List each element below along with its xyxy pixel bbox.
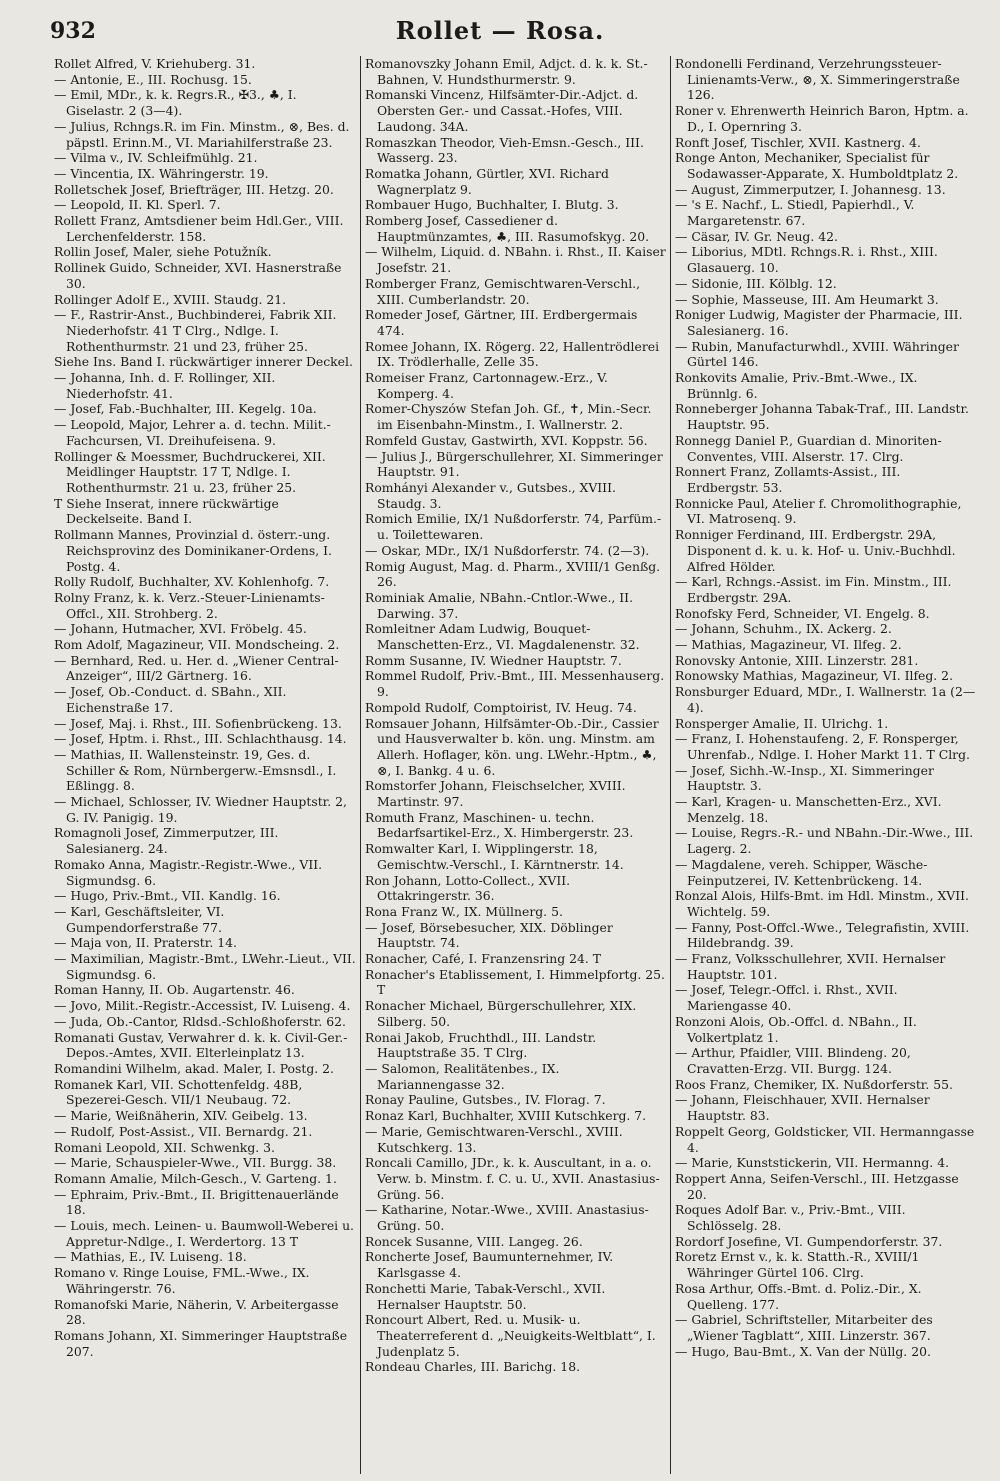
directory-entry: — Michael, Schlosser, IV. Wiedner Hauptstr. 2, G. IV. Panigig. 19. xyxy=(54,794,347,825)
directory-entry: — Johann, Hutmacher, XVI. Fröbelg. 45. xyxy=(54,621,307,637)
directory-entry: Romwalter Karl, I. Wipplingerstr. 18, Gemischtw.-Verschl., I. Kärntnerstr. 14. xyxy=(365,841,624,872)
directory-entry: Romanek Karl, VII. Schottenfeldg. 48B, Spezerei-Gesch. VII/1 Neubaug. 72. xyxy=(54,1076,303,1108)
directory-entry: Romm Susanne, IV. Wiedner Hauptstr. 7. xyxy=(365,652,622,668)
directory-entry: — Josef, Fab.-Buchhalter, III. Kegelg. 10a. xyxy=(54,401,317,417)
directory-entry: — Franz, Volksschullehrer, XVII. Hernalser Hauptstr. 101. xyxy=(675,951,946,982)
directory-entry: — Maximilian, Magistr.-Bmt., LWehr.-Lieut., VII. Sigmundsg. 6. xyxy=(54,951,356,982)
directory-entry: Ronft Josef, Tischler, XVII. Kastnerg. 4. xyxy=(675,134,921,150)
directory-entry: — Marie, Gemischtwaren-Verschl., XVIII. Kutschkerg. 13. xyxy=(365,1123,623,1155)
directory-entry: Rominiak Amalie, NBahn.-Cntlor.-Wwe., II. Darwing. 37. xyxy=(365,589,634,621)
column-3 xyxy=(670,56,980,1474)
directory-entry: — Vincentia, IX. Währingerstr. 19. xyxy=(54,165,269,181)
directory-entry: — 's E. Nachf., L. Stiedl, Papierhdl., V. Margaretenstr. 67. xyxy=(675,197,915,229)
directory-entry: Romagnoli Josef, Zimmerputzer, III. Salesianerg. 24. xyxy=(54,825,279,857)
column-2 xyxy=(360,56,670,1474)
directory-entry: Roner v. Ehrenwerth Heinrich Baron, Hptm. a. D., I. Opernring 3. xyxy=(675,103,969,134)
directory-entry: — Emil, MDr., k. k. Regrs.R., ✠3., ♣, I. Giselastr. 2 (3—4). xyxy=(54,87,297,119)
directory-entry: Romstorfer Johann, Fleischselcher, XVIII. Martinstr. 97. xyxy=(365,778,626,810)
directory-entry: Ronzoni Alois, Ob.-Offcl. d. NBahn., II. Volkertplatz 1. xyxy=(675,1013,917,1045)
directory-entry: — Josef, Telegr.-Offcl. i. Rhst., XVII. Mariengasse 40. xyxy=(675,982,898,1014)
directory-entry: Romako Anna, Magistr.-Registr.-Wwe., VII. Sigmundsg. 6. xyxy=(54,856,323,888)
directory-entry: Romanovszky Johann Emil, Adjct. d. k. k. St.-Bahnen, V. Hundsthurmerstr. 9. xyxy=(365,56,648,87)
directory-entry: Romfeld Gustav, Gastwirth, XVI. Koppstr. 56. xyxy=(365,432,648,448)
directory-entry: Romer-Chyszów Stefan Joh. Gf., ✝, Min.-Secr. im Eisenbahn-Minstm., I. Wallnerstr. 2. xyxy=(365,401,652,433)
directory-entry: Ronzal Alois, Hilfs-Bmt. im Hdl. Minstm., XVII. Wichtelg. 59. xyxy=(675,888,969,919)
directory-entry: Rollett Franz, Amtsdiener beim Hdl.Ger., VIII. Lerchenfelderstr. 158. xyxy=(54,213,344,244)
directory-entry: Roppert Anna, Seifen-Verschl., III. Hetzgasse 20. xyxy=(675,1170,959,1202)
directory-entry: Romanati Gustav, Verwahrer d. k. k. Civil-Ger.-Depos.-Amtes, XVII. Elterleinplatz 13. xyxy=(54,1029,348,1061)
directory-entry: Roncali Camillo, JDr., k. k. Auscultant, in a. o. Verw. b. Minstm. f. C. u. U., XVII. Anastasius-Grüng. 56. xyxy=(365,1155,660,1202)
directory-entry: — Marie, Weißnäherin, XIV. Geibelg. 13. xyxy=(54,1108,308,1124)
directory-entry: Roques Adolf Bar. v., Priv.-Bmt., VIII. Schlösselg. 28. xyxy=(675,1202,906,1234)
directory-entry: — Josef, Ob.-Conduct. d. SBahn., XII. Eichenstraße 17. xyxy=(54,684,287,715)
directory-entry: Romig August, Mag. d. Pharm., XVIII/1 Genßg. 26. xyxy=(365,558,661,590)
directory-entry: T Siehe Inserat, innere rückwärtige Deckelseite. Band I. xyxy=(54,495,279,527)
directory-entry: Romeder Josef, Gärtner, III. Erdbergermais 474. xyxy=(365,307,638,338)
directory-entry: Romleitner Adam Ludwig, Bouquet-Manschetten-Erz., VI. Magdalenenstr. 32. xyxy=(365,621,640,653)
directory-entry: — Franz, I. Hohenstaufeng. 2, F. Ronsperger, Uhrenfab., Ndlge. I. Hoher Markt 11. T Clrg. xyxy=(675,731,970,762)
page-number: 932 xyxy=(50,18,96,44)
directory-entry: Rosa Arthur, Offs.-Bmt. d. Poliz.-Dir., X. Quelleng. 177. xyxy=(675,1280,922,1312)
directory-entry: Ronay Pauline, Gutsbes., IV. Florag. 7. xyxy=(365,1092,606,1108)
directory-entry: Romuth Franz, Maschinen- u. techn. Bedarfsartikel-Erz., X. Himbergerstr. 23. xyxy=(365,809,634,841)
directory-entry: — Karl, Kragen- u. Manschetten-Erz., XVI. Menzelg. 18. xyxy=(675,794,942,825)
directory-entry: — Josef, Sichh.-W.-Insp., XI. Simmeringer Hauptstr. 3. xyxy=(675,762,934,794)
directory-entry: — Sidonie, III. Kölblg. 12. xyxy=(675,275,837,291)
directory-entry: Romberg Josef, Cassediener d. Hauptmünzamtes, ♣, III. Rasumofskyg. 20. xyxy=(365,213,650,244)
directory-entry: — Oskar, MDr., IX/1 Nußdorferstr. 74. (2—3). xyxy=(365,542,650,558)
directory-entry: — Johann, Fleischhauer, XVII. Hernalser Hauptstr. 83. xyxy=(675,1092,930,1124)
directory-entry: — Leopold, II. Kl. Sperl. 7. xyxy=(54,197,221,213)
directory-columns xyxy=(50,56,980,1474)
directory-entry: — Magdalene, vereh. Schipper, Wäsche-Feinputzerei, IV. Kettenbrückeng. 14. xyxy=(675,856,928,888)
directory-entry: — Salomon, Realitätenbes., IX. Mariannengasse 32. xyxy=(365,1061,560,1092)
directory-entry: Rolny Franz, k. k. Verz.-Steuer-Linienamts-Offcl., XII. Strohberg. 2. xyxy=(54,589,325,621)
directory-entry: Rollmann Mannes, Provinzial d. österr.-ung. Reichsprovinz des Dominikaner-Ordens, I. Postg. 4. xyxy=(54,527,332,574)
directory-entry: Romann Amalie, Milch-Gesch., V. Garteng. 1. xyxy=(54,1170,337,1186)
directory-entry: Ronnegg Daniel P., Guardian d. Minoriten-Conventes, VIII. Alserstr. 17. Clrg. xyxy=(675,432,942,464)
directory-entry: Romanski Vincenz, Hilfsämter-Dir.-Adjct. d. Obersten Ger.- und Cassat.-Hofes, VIII. Laudong. 34A. xyxy=(365,87,639,134)
directory-entry: — Marie, Schauspieler-Wwe., VII. Burgg. 38. xyxy=(54,1155,337,1171)
directory-entry: Ronowsky Mathias, Magazineur, VI. Ilfeg. 2. xyxy=(675,668,954,684)
directory-entry: Rondonelli Ferdinand, Verzehrungssteuer-Linienamts-Verw., ⊗, X. Simmeringerstraße 126. xyxy=(675,56,960,103)
directory-entry: Ronsburger Eduard, MDr., I. Wallnerstr. 1a (2—4). xyxy=(675,684,976,715)
directory-entry: — Julius J., Bürgerschullehrer, XI. Simmeringer Hauptstr. 91. xyxy=(365,448,663,480)
directory-entry: Siehe Ins. Band I. rückwärtiger innerer Deckel. xyxy=(54,354,353,370)
directory-entry: — Cäsar, IV. Gr. Neug. 42. xyxy=(675,228,838,244)
directory-entry: Romberger Franz, Gemischtwaren-Verschl., XIII. Cumberlandstr. 20. xyxy=(365,275,641,307)
directory-entry: Romanofski Marie, Näherin, V. Arbeitergasse 28. xyxy=(54,1296,339,1328)
directory-entry: Ronovsky Antonie, XIII. Linzerstr. 281. xyxy=(675,652,919,668)
directory-entry: — Gabriel, Schriftsteller, Mitarbeiter des „Wiener Tagblatt“, XIII. Linzerstr. 367. xyxy=(675,1312,933,1343)
directory-entry: — Antonie, E., III. Rochusg. 15. xyxy=(54,71,252,87)
directory-entry: Romatka Johann, Gürtler, XVI. Richard Wagnerplatz 9. xyxy=(365,165,609,197)
directory-entry: Rollinger Adolf E., XVIII. Staudg. 21. xyxy=(54,291,287,307)
directory-entry: Ronsperger Amalie, II. Ulrichg. 1. xyxy=(675,715,889,731)
directory-entry: Ronchetti Marie, Tabak-Verschl., XVII. Hernalser Hauptstr. 50. xyxy=(365,1280,606,1312)
directory-entry: — Johanna, Inh. d. F. Rollinger, XII. Niederhofstr. 41. xyxy=(54,370,276,401)
directory-entry: Roman Hanny, II. Ob. Augartenstr. 46. xyxy=(54,982,295,998)
directory-entry: Rolletschek Josef, Briefträger, III. Hetzg. 20. xyxy=(54,181,334,197)
directory-entry: Rordorf Josefine, VI. Gumpendorferstr. 37. xyxy=(675,1233,943,1249)
directory-entry: Romaszkan Theodor, Vieh-Emsn.-Gesch., III. Wasserg. 23. xyxy=(365,134,644,166)
directory-entry: Rollin Josef, Maler, siehe Potužník. xyxy=(54,244,272,260)
directory-entry: Romhányi Alexander v., Gutsbes., XVIII. Staudg. 3. xyxy=(365,479,616,511)
directory-entry: — August, Zimmerputzer, I. Johannesg. 13. xyxy=(675,181,946,197)
directory-entry: Roniger Ludwig, Magister der Pharmacie, III. Salesianerg. 16. xyxy=(675,307,963,338)
directory-entry: — Jovo, Milit.-Registr.-Accessist, IV. Luiseng. 4. xyxy=(54,998,351,1014)
directory-entry: Rollinek Guido, Schneider, XVI. Hasnerstraße 30. xyxy=(54,260,342,291)
directory-entry: Ronofsky Ferd, Schneider, VI. Engelg. 8. xyxy=(675,605,930,621)
directory-entry: — Bernhard, Red. u. Her. d. „Wiener Central-Anzeiger“, III/2 Gärtnerg. 16. xyxy=(54,652,339,684)
directory-entry: — Mathias, II. Wallensteinstr. 19, Ges. d. Schiller & Rom, Nürnbergerw.-Emsnsdl., I. Eßlingg. 8. xyxy=(54,746,337,794)
directory-entry: Rollet Alfred, V. Kriehuberg. 31. xyxy=(54,56,256,71)
directory-entry: — Wilhelm, Liquid. d. NBahn. i. Rhst., II. Kaiser Josefstr. 21. xyxy=(365,244,666,276)
directory-entry: — Josef, Börsebesucher, XIX. Döblinger Hauptstr. 74. xyxy=(365,919,613,951)
directory-entry: Ron Johann, Lotto-Collect., XVII. Ottakringerstr. 36. xyxy=(365,872,571,904)
directory-entry: Roretz Ernst v., k. k. Statth.-R., XVIII/1 Währinger Gürtel 106. Clrg. xyxy=(675,1249,920,1281)
directory-entry: — Josef, Maj. i. Rhst., III. Sofienbrückeng. 13. xyxy=(54,715,342,731)
directory-entry: — Karl, Rchngs.-Assist. im Fin. Minstm., III. Erdbergstr. 29A. xyxy=(675,574,952,605)
directory-entry: Rom Adolf, Magazineur, VII. Mondscheing. 2. xyxy=(54,637,340,653)
directory-entry: — Sophie, Masseuse, III. Am Heumarkt 3. xyxy=(675,291,939,307)
directory-entry: — Leopold, Major, Lehrer a. d. techn. Milit.-Fachcursen, VI. Dreihufeisena. 9. xyxy=(54,417,331,448)
directory-entry: Roos Franz, Chemiker, IX. Nußdorferstr. 55. xyxy=(675,1076,953,1092)
directory-entry: Romano v. Ringe Louise, FML.-Wwe., IX. Währingerstr. 76. xyxy=(54,1265,310,1296)
directory-entry: Rombauer Hugo, Buchhalter, I. Blutg. 3. xyxy=(365,197,619,213)
directory-entry: Ronkovits Amalie, Priv.-Bmt.-Wwe., IX. Brünnlg. 6. xyxy=(675,370,918,401)
directory-entry: — Karl, Geschäftsleiter, VI. Gumpendorferstraße 77. xyxy=(54,903,225,935)
directory-entry: — F., Rastrir-Anst., Buchbinderei, Fabrik XII. Niederhofstr. 41 T Clrg., Ndlge. I. Rothenthurmstr. 21 und 23, früher 25. xyxy=(54,307,337,354)
directory-entry: Roppelt Georg, Goldsticker, VII. Hermanngasse 4. xyxy=(675,1123,975,1155)
page-header xyxy=(0,0,1000,48)
directory-entry: — Liborius, MDtl. Rchngs.R. i. Rhst., XIII. Glasauerg. 10. xyxy=(675,244,938,276)
directory-entry: — Vilma v., IV. Schleifmühlg. 21. xyxy=(54,150,258,166)
directory-entry: — Maja von, II. Praterstr. 14. xyxy=(54,935,237,951)
directory-entry: Ronai Jakob, Fruchthdl., III. Landstr. Hauptstraße 35. T Clrg. xyxy=(365,1029,597,1061)
directory-entry: — Hugo, Bau-Bmt., X. Van der Nüllg. 20. xyxy=(675,1343,931,1359)
directory-entry: Rommel Rudolf, Priv.-Bmt., III. Messenhauserg. 9. xyxy=(365,668,665,700)
directory-entry: Ronacher's Etablissement, I. Himmelpfortg. 25. T xyxy=(365,966,666,998)
directory-entry: Roncherte Josef, Baumunternehmer, IV. Karlsgasse 4. xyxy=(365,1249,614,1281)
directory-entry: Rompold Rudolf, Comptoirist, IV. Heug. 74. xyxy=(365,699,637,715)
directory-entry: Ronaz Karl, Buchhalter, XVIII Kutschkerg. 7. xyxy=(365,1108,647,1124)
directory-entry: Ronacher Michael, Bürgerschullehrer, XIX. Silberg. 50. xyxy=(365,998,637,1029)
directory-entry: — Josef, Hptm. i. Rhst., III. Schlachthausg. 14. xyxy=(54,731,347,747)
directory-entry: — Juda, Ob.-Cantor, Rldsd.-Schloßhoferstr. 62. xyxy=(54,1013,346,1029)
directory-entry: — Julius, Rchngs.R. im Fin. Minstm., ⊗, Bes. d. päpstl. Erinn.M., VI. Mariahilferstraße 23. xyxy=(54,118,350,150)
column-1 xyxy=(50,56,360,1474)
directory-entry: Romsauer Johann, Hilfsämter-Ob.-Dir., Cassier und Hausverwalter b. kön. ung. Minstm. am Allerh. Hoflager, kön. ung. LWehr.-Hptm., ♣, ⊗, I. Bankg. 4 u. 6. xyxy=(365,715,659,778)
directory-entry: Rolly Rudolf, Buchhalter, XV. Kohlenhofg. 7. xyxy=(54,574,330,590)
directory-entry: Ronnert Franz, Zollamts-Assist., III. Erdbergstr. 53. xyxy=(675,464,901,495)
directory-entry: — Hugo, Priv.-Bmt., VII. Kandlg. 16. xyxy=(54,888,281,904)
directory-entry: Romans Johann, XI. Simmeringer Hauptstraße 207. xyxy=(54,1327,348,1359)
directory-entry: Romich Emilie, IX/1 Nußdorferstr. 74, Parfüm.- u. Toilettewaren. xyxy=(365,511,662,543)
directory-entry: — Arthur, Pfaidler, VIII. Blindeng. 20, Cravatten-Erzg. VII. Burgg. 124. xyxy=(675,1045,911,1076)
directory-entry: Ronge Anton, Mechaniker, Specialist für Sodawasser-Apparate, X. Humboldtplatz 2. xyxy=(675,150,959,181)
directory-entry: — Rudolf, Post-Assist., VII. Bernardg. 21. xyxy=(54,1123,313,1139)
directory-entry: — Katharine, Notar.-Wwe., XVIII. Anastasius-Grüng. 50. xyxy=(365,1202,649,1234)
running-title: Rollet — Rosa. xyxy=(395,16,605,45)
directory-entry: — Mathias, E., IV. Luiseng. 18. xyxy=(54,1249,247,1265)
directory-entry: Roncourt Albert, Red. u. Musik- u. Theaterreferent d. „Neuigkeits-Weltblatt“, I. Judenplatz 5. xyxy=(365,1312,656,1359)
directory-entry: — Ephraim, Priv.-Bmt., II. Brigittenauerlände 18. xyxy=(54,1186,339,1218)
directory-entry: — Louise, Regrs.-R.- und NBahn.-Dir.-Wwe., III. Lagerg. 2. xyxy=(675,825,974,857)
directory-entry: Ronneberger Johanna Tabak-Traf., III. Landstr. Hauptstr. 95. xyxy=(675,401,969,433)
directory-entry: — Mathias, Magazineur, VI. Ilfeg. 2. xyxy=(675,637,902,653)
directory-entry: — Fanny, Post-Offcl.-Wwe., Telegrafistin, XVIII. Hildebrandg. 39. xyxy=(675,919,970,951)
directory-entry: Ronacher, Café, I. Franzensring 24. T xyxy=(365,951,602,967)
directory-entry: Romee Johann, IX. Rögerg. 22, Hallentrödlerei IX. Trödlerhalle, Zelle 35. xyxy=(365,338,660,370)
directory-entry: Roncek Susanne, VIII. Langeg. 26. xyxy=(365,1233,583,1249)
directory-entry: Rollinger & Moessmer, Buchdruckerei, XII. Meidlinger Hauptstr. 17 T, Ndlge. I. Rothenthurmstr. 21 u. 23, früher 25. xyxy=(54,448,326,495)
directory-entry: Ronniger Ferdinand, III. Erdbergstr. 29A, Disponent d. k. u. k. Hof- u. Univ.-Buchhdl. Alfred Hölder. xyxy=(675,527,956,574)
directory-entry: — Marie, Kunststickerin, VII. Hermanng. 4. xyxy=(675,1155,950,1171)
directory-entry: — Rubin, Manufacturwhdl., XVIII. Währinger Gürtel 146. xyxy=(675,338,959,370)
directory-entry: Ronnicke Paul, Atelier f. Chromolithographie, VI. Matrosenq. 9. xyxy=(675,495,962,527)
directory-entry: Rona Franz W., IX. Müllnerg. 5. xyxy=(365,903,563,919)
directory-entry: Rondeau Charles, III. Barichg. 18. xyxy=(365,1359,581,1375)
directory-entry: Romandini Wilhelm, akad. Maler, I. Postg. 2. xyxy=(54,1061,334,1076)
directory-entry: — Louis, mech. Leinen- u. Baumwoll-Weberei u. Appretur-Ndlge., I. Werdertorg. 13 T xyxy=(54,1218,354,1249)
directory-entry: — Johann, Schuhm., IX. Ackerg. 2. xyxy=(675,621,892,637)
directory-entry: Romani Leopold, XII. Schwenkg. 3. xyxy=(54,1139,275,1155)
directory-entry: Romeiser Franz, Cartonnagew.-Erz., V. Komperg. 4. xyxy=(365,370,608,401)
